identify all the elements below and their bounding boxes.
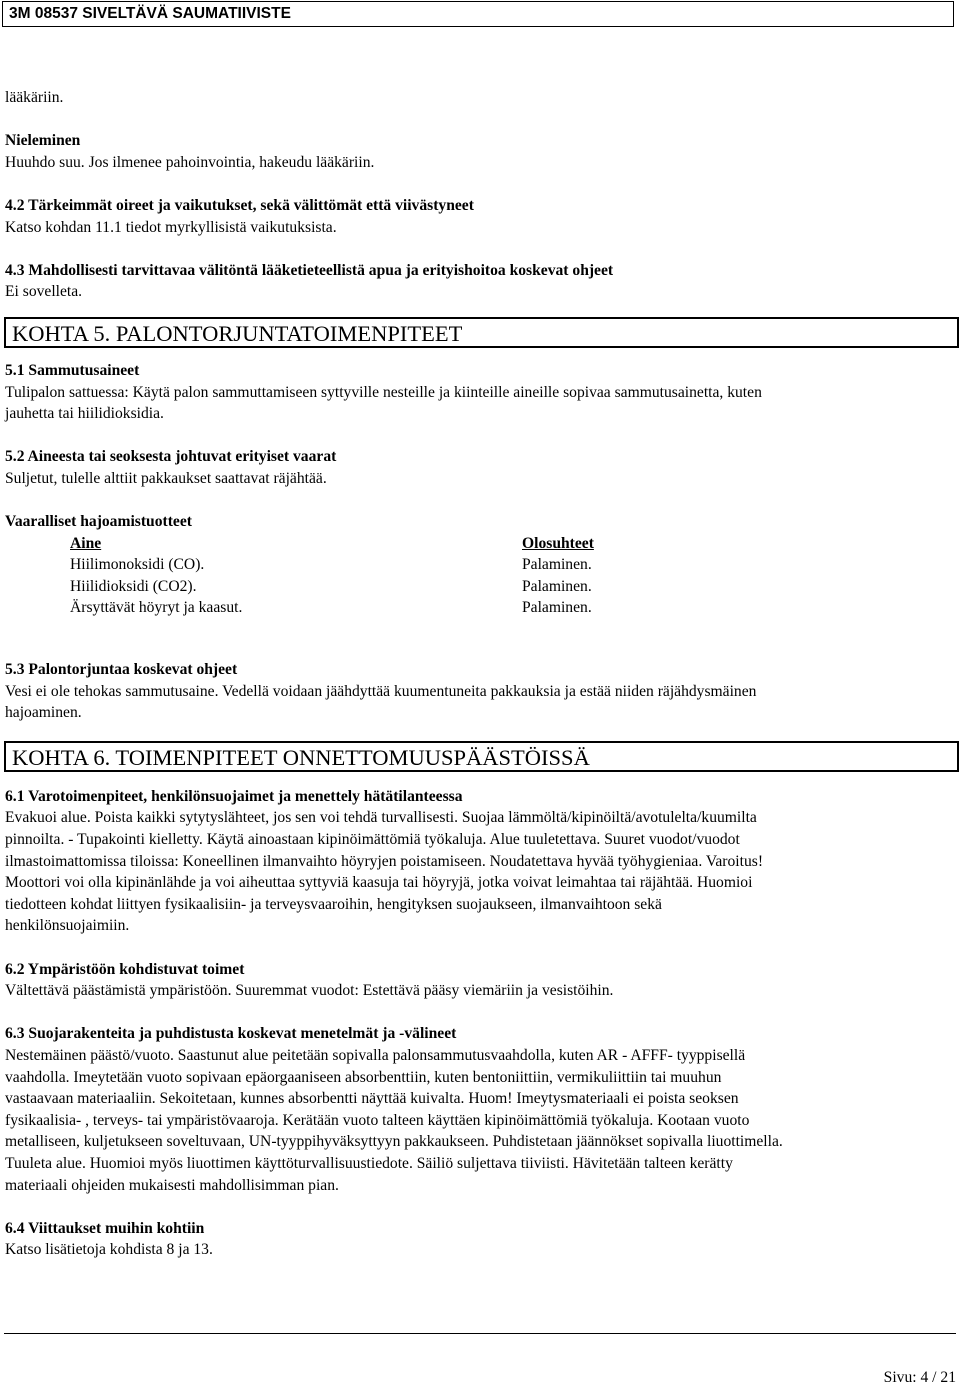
footer-divider	[4, 1333, 956, 1334]
paragraph-text: Huuhdo suu. Jos ilmenee pahoinvointia, hakeudu lääkäriin.	[5, 153, 375, 171]
decomposition-products-table	[70, 533, 770, 619]
column-header-aine: Aine	[70, 534, 102, 552]
subsection-heading: Vaaralliset hajoamistuotteet	[5, 513, 192, 531]
paragraph-text: Nestemäinen päästö/vuoto. Saastunut alue peitetään sopivalla palonsammutusvaahdolla, kuten AR - AFFF- tyyppisellä	[5, 1046, 746, 1064]
subsection-heading: 4.2 Tärkeimmät oireet ja vaikutukset, sekä välittömät että viivästyneet	[5, 196, 474, 214]
section-title: KOHTA 5. PALONTORJUNTATOIMENPITEET	[12, 320, 463, 346]
paragraph-text: materiaali ohjeiden mukaisesti mahdollisimman pian.	[5, 1176, 339, 1194]
paragraph-text: Vältettävä päästämistä ympäristöön. Suuremmat vuodot: Estettävä pääsy viemäriin ja vesistöihin.	[5, 982, 614, 1000]
subsection-heading: 4.3 Mahdollisesti tarvittavaa välitöntä lääketieteellistä apua ja erityishoitoa koskevat ohjeet	[5, 261, 614, 279]
paragraph-text: henkilönsuojaimiin.	[5, 917, 130, 935]
subsection-heading: 6.3 Suojarakenteita ja puhdistusta koskevat menetelmät ja -välineet	[5, 1025, 457, 1043]
paragraph-text: hajoaminen.	[5, 704, 82, 722]
table-header-row	[70, 533, 770, 555]
paragraph-text: metalliseen, kuljetukseen soveltuvaan, UN-tyyppihyväksyttyyn pakkaukseen. Puhdistetaan jäännökset sopivalla liuottimella.	[5, 1133, 783, 1151]
subsection-heading: 5.3 Palontorjuntaa koskevat ohjeet	[5, 661, 238, 679]
table-cell: Hiilidioksidi (CO2).	[70, 577, 197, 595]
paragraph-text: pinnoilta. - Tupakointi kielletty. Käytä ainoastaan kipinöimättömiä työkaluja. Alue tuuletettava. Suuret vuodot/vuodot	[5, 831, 740, 849]
paragraph-text: vaahdolla. Imeytetään vuoto sopivaan epäorgaaniseen absorbenttiin, kuten bentoniittiin, vermikuliittiin tai muuhun	[5, 1068, 722, 1086]
section-title: KOHTA 6. TOIMENPITEET ONNETTOMUUSPÄÄSTÖISSÄ	[12, 744, 590, 770]
paragraph-text: Ei sovelleta.	[5, 283, 83, 301]
table-cell: Palaminen.	[522, 577, 592, 595]
paragraph-text: Tuuleta alue. Huomioi myös liuottimen käyttöturvallisuustiedote. Säiliö suljettava tiiviisti. Hävitetään talteen kerätty	[5, 1154, 733, 1172]
table-row	[70, 597, 770, 619]
subsection-heading: 6.1 Varotoimenpiteet, henkilönsuojaimet ja menettely hätätilanteessa	[5, 787, 463, 805]
paragraph-text: jauhetta tai hiilidioksidia.	[5, 405, 164, 423]
subsection-heading: 5.1 Sammutusaineet	[5, 361, 140, 379]
table-row	[70, 554, 770, 576]
spacer	[5, 1196, 945, 1218]
spacer	[5, 109, 945, 131]
page-number: Sivu: 4 / 21	[883, 1369, 956, 1386]
table-cell: Ärsyttävät höyryt ja kaasut.	[70, 599, 243, 617]
paragraph-text: Moottori voi olla kipinänlähde ja voi aiheuttaa syttyviä kaasuja tai höyryjä, jotka voivat leimahtaa tai räjähtää. Huomioi	[5, 874, 753, 892]
paragraph-text: fysikaalisia- , terveys- tai ympäristövaaroja. Kerätään vuoto talteen käyttäen kipinöimättömiä työkaluja. Kootaan vuoto	[5, 1111, 750, 1129]
document-body	[5, 87, 945, 1261]
section-header-6	[4, 741, 959, 772]
paragraph-text: Katso lisätietoja kohdista 8 ja 13.	[5, 1241, 213, 1259]
paragraph-text: Suljetut, tulelle alttiit pakkaukset saattavat räjähtää.	[5, 469, 327, 487]
subsection-heading: 5.2 Aineesta tai seoksesta johtuvat erityiset vaarat	[5, 448, 337, 466]
spacer	[5, 173, 945, 195]
document-header	[2, 1, 954, 27]
spacer	[5, 238, 945, 260]
column-header-olosuhteet: Olosuhteet	[522, 534, 594, 552]
table-row	[70, 576, 770, 598]
subsection-heading: 6.4 Viittaukset muihin kohtiin	[5, 1219, 205, 1237]
paragraph-text: Evakuoi alue. Poista kaikki sytytyslähteet, jos sen voi tehdä turvallisesti. Suojaa lämmöltä/kipinöiltä/avotulelta/kuumilta	[5, 809, 757, 827]
spacer	[5, 490, 945, 512]
paragraph-text: vastaavaan materiaaliin. Sekoitetaan, kunnes absorbentti näyttää kuivalta. Huom! Imeytysmateriaali ei poista seoksen	[5, 1090, 739, 1108]
paragraph-text: Tulipalon sattuessa: Käytä palon sammuttamiseen syttyville nesteille ja kiinteille aineille sopivaa sammutusainetta, kuten	[5, 383, 762, 401]
section-header-5	[4, 317, 959, 348]
spacer	[5, 1002, 945, 1024]
table-cell: Palaminen.	[522, 556, 592, 574]
spacer	[5, 425, 945, 447]
subsection-heading: Nieleminen	[5, 132, 81, 150]
paragraph-text: ilmastoimattomissa tiloissa: Koneellinen ilmanvaihto höyryjen poistamiseen. Noudatettava hyvää työhygieniaa. Varoitus!	[5, 852, 764, 870]
paragraph-text: Vesi ei ole tehokas sammutusaine. Vedellä voidaan jäähdyttää kuumentuneita pakkauksia ja estää niiden räjähdysmäinen	[5, 682, 757, 700]
paragraph-text: tiedotteen kohdat liittyen fysikaalisiin- ja terveysvaaroihin, hengityksen suojaukseen, ilmanvaihtoon sekä	[5, 895, 662, 913]
paragraph-text: Katso kohdan 11.1 tiedot myrkyllisistä vaikutuksista.	[5, 218, 337, 236]
spacer	[5, 937, 945, 959]
paragraph-text: lääkäriin.	[5, 89, 64, 106]
document-title: 3M 08537 SIVELTÄVÄ SAUMATIIVISTE	[9, 5, 291, 22]
table-cell: Hiilimonoksidi (CO).	[70, 556, 205, 574]
subsection-heading: 6.2 Ympäristöön kohdistuvat toimet	[5, 960, 245, 978]
table-cell: Palaminen.	[522, 599, 592, 617]
